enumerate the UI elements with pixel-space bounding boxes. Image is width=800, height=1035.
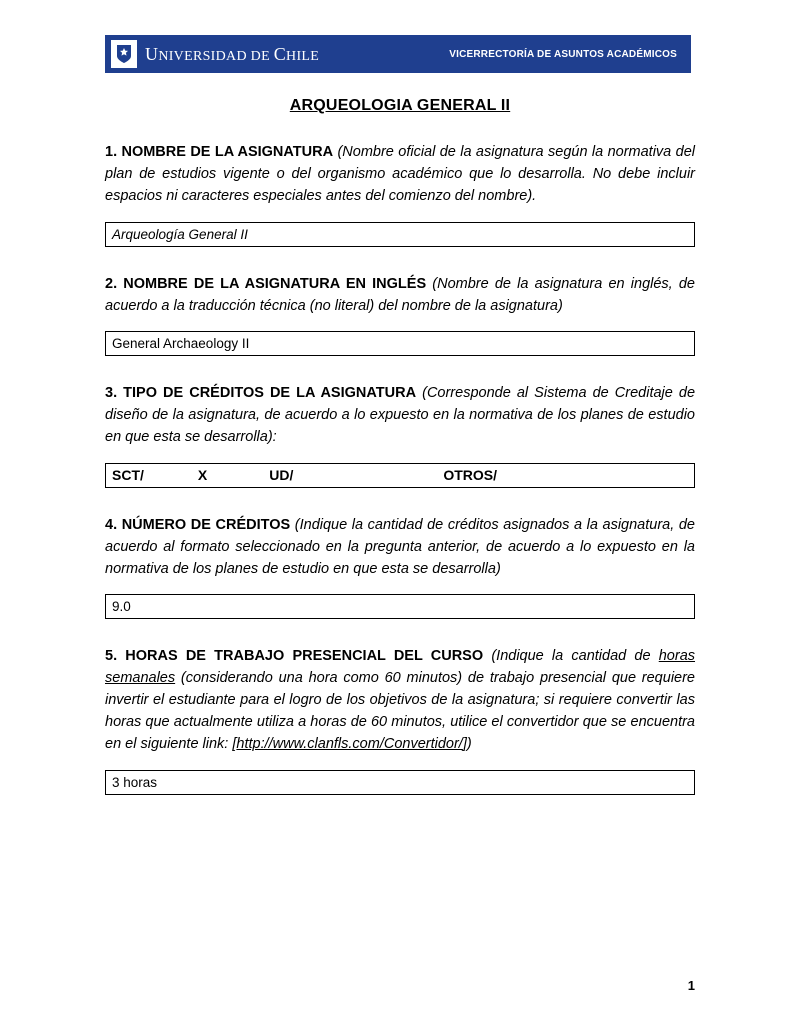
section-3-text [105, 382, 695, 448]
field-horas-presenciales[interactable]: 3 horas [105, 770, 695, 795]
uni-name-u: U [145, 43, 159, 64]
university-logo [111, 40, 137, 68]
field-asignatura-nombre[interactable]: Arqueología General II [105, 222, 695, 247]
section-1-text [105, 141, 695, 207]
section-5-description-part2: (considerando una hora como 60 minutos) de trabajo presencial que requiere invertir el estudiante para el logro de los objetivos de la asignatura; si requiere convertir las horas que actualmente utiliza a horas de 60 minutos, utilice el convertidor que se encuentra en el siguiente link: [ [105, 670, 695, 753]
page-title: ARQUEOLOGIA GENERAL II [289, 97, 511, 114]
section-5-description-underlined: horas semanales [105, 648, 696, 687]
section-5-heading: 5. HORAS DE TRABAJO PRESENCIAL DEL CURSO [105, 648, 484, 665]
section-4-text [105, 514, 695, 580]
university-name [145, 44, 319, 65]
uni-name-niversidad: NIVERSIDAD DE [158, 48, 274, 64]
section-2-description: (Nombre de la asignatura en inglés, de acuerdo a la traducción técnica (no literal) del nombre de la asignatura) [105, 275, 695, 314]
convertidor-link[interactable]: http://www.clanfls.com/Convertidor/ [236, 736, 463, 753]
section-2-text [105, 273, 695, 317]
section-5-description-part1: (Indique la cantidad de [483, 648, 659, 665]
section-4-heading: 4. NÚMERO DE CRÉDITOS [105, 516, 291, 533]
section-2-heading: 2. NOMBRE DE LA ASIGNATURA EN INGLÉS [105, 275, 427, 292]
uni-name-c: C [273, 43, 287, 64]
section-4-description: (Indique la cantidad de créditos asignados a la asignatura, de acuerdo al formato seleccionado en la pregunta anterior, de acuerdo a lo expuesto en la normativa de los planes de estudio en que esta se desarrolla) [105, 516, 695, 577]
shield-icon [116, 44, 132, 64]
section-1-description: (Nombre oficial de la asignatura según la normativa del plan de estudios vigente o del organismo académico que lo desarrolla. No debe incluir espacios ni caracteres especiales antes del comienzo del nombre). [105, 144, 695, 205]
section-1-heading: 1. NOMBRE DE LA ASIGNATURA [105, 144, 334, 160]
section-5-description-part3: ]) [462, 736, 472, 753]
field-numero-creditos[interactable]: 9.0 [105, 594, 695, 619]
credit-otros-label: OTROS/ [443, 467, 498, 484]
section-5-text [105, 645, 695, 755]
uni-name-hile: HILE [286, 48, 320, 64]
section-3-description: (Corresponde al Sistema de Creditaje de diseño de la asignatura, de acuerdo a lo expuesto en la normativa de los planes de estudio en que esta se desarrolla): [105, 385, 696, 446]
credit-type-row[interactable] [105, 463, 695, 488]
credit-sct-label: SCT/ [112, 467, 144, 484]
document-body [105, 85, 695, 795]
page-number: 1 [687, 978, 695, 993]
field-asignatura-nombre-ingles[interactable]: General Archaeology II [105, 331, 695, 356]
credit-sct-mark[interactable]: X [197, 467, 208, 484]
credit-ud-label: UD/ [269, 467, 294, 484]
section-3-heading: 3. TIPO DE CRÉDITOS DE LA ASIGNATURA [105, 385, 417, 402]
header-band [105, 35, 691, 73]
office-title: VICERRECTORÍA DE ASUNTOS ACADÉMICOS [449, 48, 677, 60]
